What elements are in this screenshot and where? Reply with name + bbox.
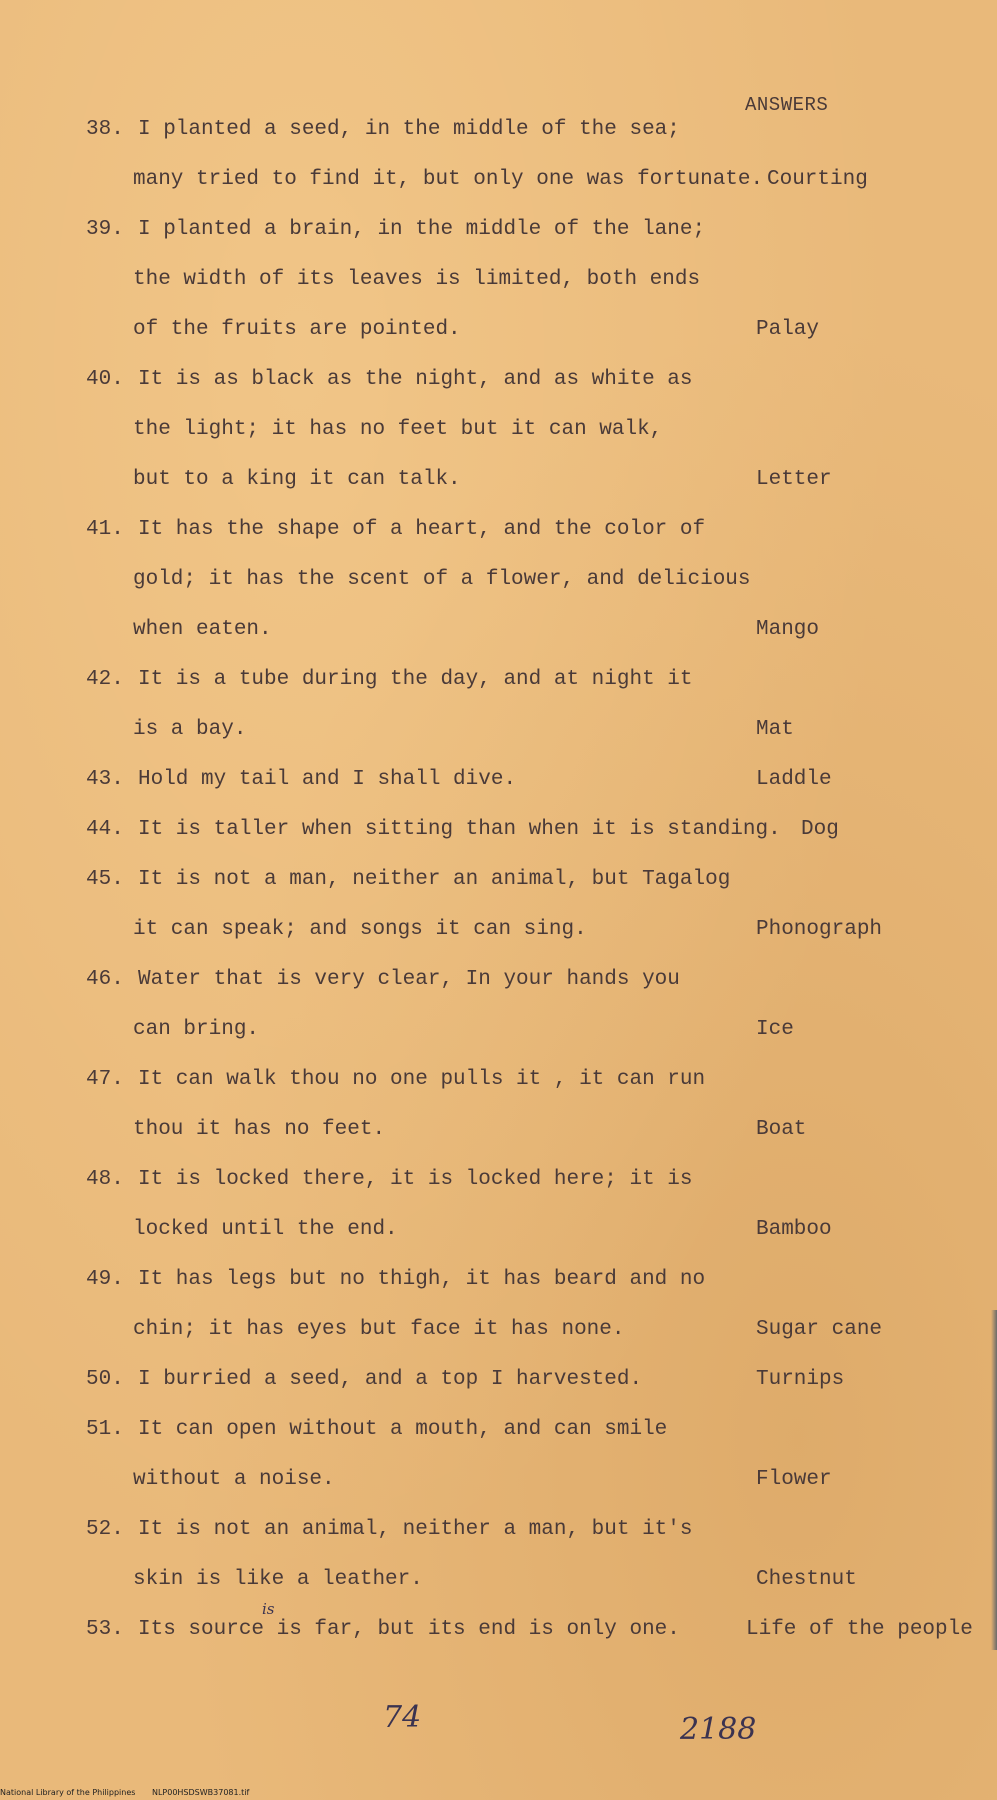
riddle-text: Water that is very clear, In your hands you	[138, 968, 680, 991]
riddle-answer: Laddle	[756, 768, 832, 791]
riddle-answer: Life of the people	[746, 1618, 973, 1641]
riddle-line	[0, 460, 997, 500]
riddle-answer: Ice	[756, 1018, 794, 1041]
riddle-answer: Chestnut	[756, 1568, 857, 1591]
riddle-text: I planted a brain, in the middle of the lane;	[138, 218, 706, 241]
riddle-line	[0, 1060, 997, 1100]
riddle-line	[0, 1310, 997, 1350]
riddle-number: 49.	[86, 1268, 124, 1291]
riddle-line	[0, 910, 997, 950]
riddle-text: the width of its leaves is limited, both ends	[133, 268, 701, 291]
riddle-answer: Sugar cane	[756, 1318, 883, 1341]
riddle-text: without a noise.	[133, 1468, 335, 1491]
riddle-text: It is not an animal, neither a man, but it's	[138, 1518, 693, 1541]
riddle-line	[0, 260, 997, 300]
riddle-line	[0, 1110, 997, 1150]
page-edge-shadow	[991, 1310, 997, 1650]
riddle-number: 50.	[86, 1368, 124, 1391]
riddle-line	[0, 1210, 997, 1250]
riddle-number: 53.	[86, 1618, 124, 1641]
riddle-line	[0, 660, 997, 700]
riddle-text: it can speak; and songs it can sing.	[133, 918, 587, 941]
riddle-number: 52.	[86, 1518, 124, 1541]
riddle-text: when eaten.	[133, 618, 272, 641]
riddle-text: gold; it has the scent of a flower, and delicious	[133, 568, 751, 591]
riddle-line	[0, 310, 997, 350]
riddle-number: 42.	[86, 668, 124, 691]
riddle-answer: Turnips	[756, 1368, 845, 1391]
handwritten-correction: is	[262, 1600, 275, 1618]
riddle-text: It is as black as the night, and as white as	[138, 368, 693, 391]
riddle-line	[0, 1510, 997, 1550]
riddle-answer: Mat	[756, 718, 794, 741]
riddle-line	[0, 510, 997, 550]
riddle-answer: Boat	[756, 1118, 807, 1141]
riddle-line	[0, 1160, 997, 1200]
riddle-text: can bring.	[133, 1018, 260, 1041]
riddle-line	[0, 810, 997, 850]
riddle-text: It is not a man, neither an animal, but Tagalog	[138, 868, 731, 891]
riddle-line	[0, 860, 997, 900]
riddle-number: 38.	[86, 118, 124, 141]
page-number-right: 2188	[680, 1712, 757, 1747]
riddle-answer: Flower	[756, 1468, 832, 1491]
riddle-number: 47.	[86, 1068, 124, 1091]
riddle-text: It can open without a mouth, and can smile	[138, 1418, 668, 1441]
riddle-answer: Dog	[801, 818, 839, 841]
riddle-text: It is a tube during the day, and at night it	[138, 668, 693, 691]
scan-footer	[0, 1788, 263, 1798]
riddle-answer: Courting	[767, 168, 868, 191]
riddle-text: the light; it has no feet but it can walk,	[133, 418, 663, 441]
riddle-number: 39.	[86, 218, 124, 241]
riddle-text: It is locked there, it is locked here; it is	[138, 1168, 693, 1191]
riddle-text: of the fruits are pointed.	[133, 318, 461, 341]
riddle-line	[0, 560, 997, 600]
riddle-number: 51.	[86, 1418, 124, 1441]
riddle-text: It can walk thou no one pulls it , it can run	[138, 1068, 706, 1091]
footer-library: National Library of the Philippines	[0, 1788, 136, 1797]
riddle-text: It has legs but no thigh, it has beard and no	[138, 1268, 706, 1291]
riddle-answer: Bamboo	[756, 1218, 832, 1241]
riddle-answer: Phonograph	[756, 918, 883, 941]
riddle-text: chin; it has eyes but face it has none.	[133, 1318, 625, 1341]
riddle-line	[0, 760, 997, 800]
riddle-line	[0, 410, 997, 450]
footer-file: NLP00HSDSWB37081.tif	[151, 1788, 250, 1797]
riddle-line	[0, 1460, 997, 1500]
page-number-left: 74	[383, 1700, 422, 1735]
riddle-number: 44.	[86, 818, 124, 841]
riddle-number: 45.	[86, 868, 124, 891]
answers-header: ANSWERS	[745, 94, 829, 116]
riddle-text: I planted a seed, in the middle of the sea;	[138, 118, 680, 141]
riddle-line	[0, 360, 997, 400]
riddle-answer: Mango	[756, 618, 820, 641]
riddle-text: Hold my tail and I shall dive.	[138, 768, 517, 791]
riddle-number: 46.	[86, 968, 124, 991]
riddle-line	[0, 1010, 997, 1050]
riddle-answer: Palay	[756, 318, 820, 341]
riddle-line	[0, 1360, 997, 1400]
riddle-line	[0, 1410, 997, 1450]
riddle-text: skin is like a leather.	[133, 1568, 423, 1591]
riddle-number: 43.	[86, 768, 124, 791]
riddle-text: locked until the end.	[133, 1218, 398, 1241]
riddle-line	[0, 1260, 997, 1300]
riddle-line	[0, 160, 997, 200]
riddle-line	[0, 610, 997, 650]
riddle-text: thou it has no feet.	[133, 1118, 386, 1141]
riddle-line	[0, 210, 997, 250]
riddle-number: 48.	[86, 1168, 124, 1191]
riddle-text: Its source is far, but its end is only one.	[138, 1618, 680, 1641]
riddle-line	[0, 110, 997, 150]
riddle-line	[0, 960, 997, 1000]
riddle-line	[0, 1610, 997, 1650]
riddle-text: many tried to find it, but only one was fortunate.	[133, 168, 764, 191]
riddle-number: 41.	[86, 518, 124, 541]
riddle-text: I burried a seed, and a top I harvested.	[138, 1368, 643, 1391]
riddle-text: It has the shape of a heart, and the color of	[138, 518, 706, 541]
riddle-number: 40.	[86, 368, 124, 391]
riddle-line	[0, 1560, 997, 1600]
riddle-line	[0, 710, 997, 750]
riddle-text: It is taller when sitting than when it is standing.	[138, 818, 781, 841]
riddle-text: is a bay.	[133, 718, 247, 741]
riddle-answer: Letter	[756, 468, 832, 491]
riddle-text: but to a king it can talk.	[133, 468, 461, 491]
